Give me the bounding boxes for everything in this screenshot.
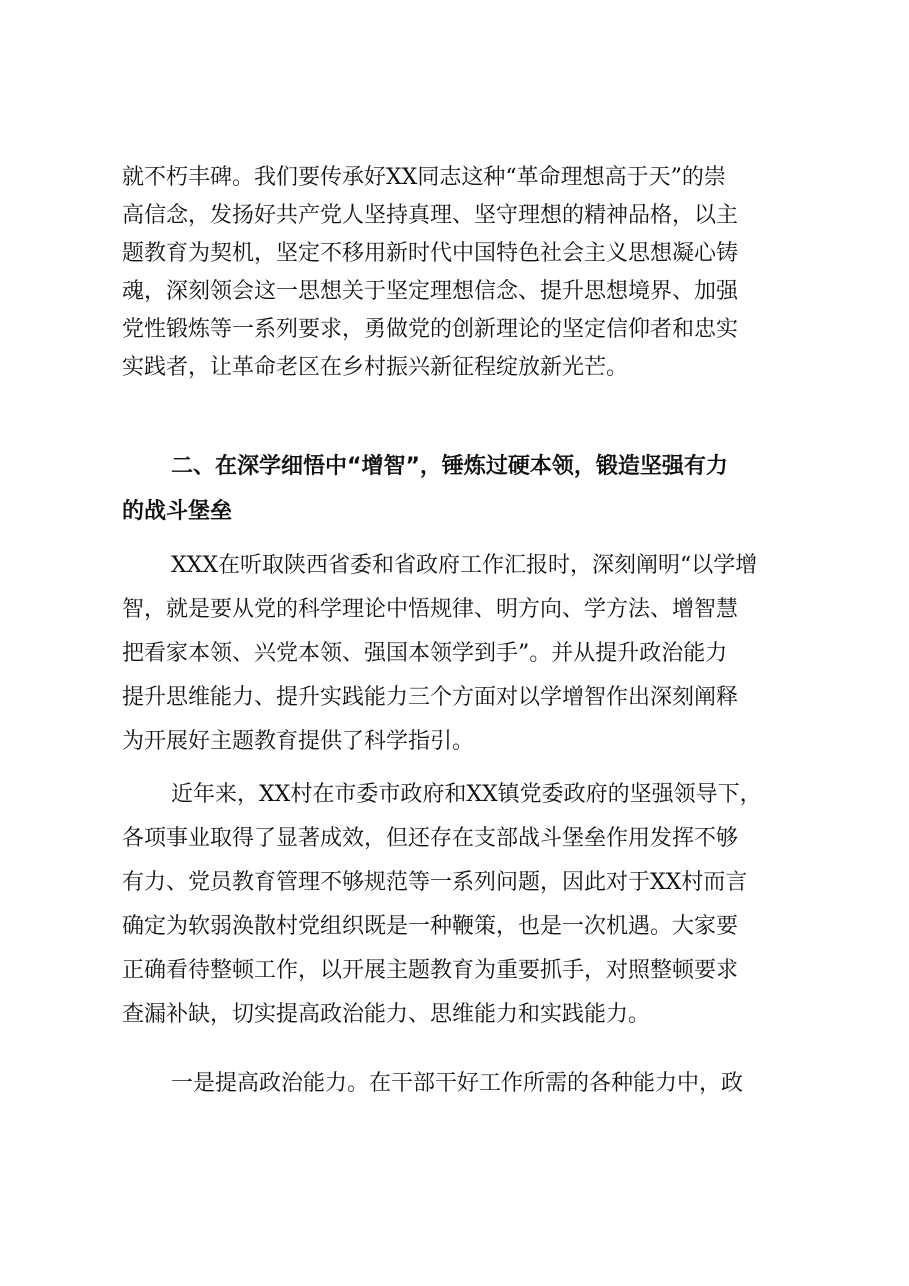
section-heading: 二、在深学细悟中“增智”，锤炼过硬本领，锻造坚强有力 xyxy=(171,454,728,479)
paragraph-line: 把看家本领、兴党本领、强国本领学到手”。并从提升政治能力 xyxy=(122,641,728,666)
paragraph-line: 智，就是要从党的科学理论中悟规律、明方向、学方法、增智慧 xyxy=(122,597,739,622)
paragraph-line: 查漏补缺，切实提高政治能力、思维能力和实践能力。 xyxy=(122,1002,651,1027)
paragraph-line: 一是提高政治能力。在干部干好工作所需的各种能力中，政 xyxy=(171,1071,744,1096)
paragraph-line: 正确看待整顿工作，以开展主题教育为重要抓手，对照整顿要求 xyxy=(122,958,739,983)
paragraph-line: 党性锻炼等一系列要求，勇做党的创新理论的坚定信仰者和忠实 xyxy=(122,317,739,342)
paragraph-line: 题教育为契机，坚定不移用新时代中国特色社会主义思想凝心铸 xyxy=(122,241,739,266)
paragraph-line: 近年来，XX村在市委市政府和XX镇党委政府的坚强领导下， xyxy=(171,782,762,807)
paragraph-line: 各项事业取得了显著成效，但还存在支部战斗堡垒作用发挥不够 xyxy=(122,826,739,851)
paragraph-line: 为开展好主题教育提供了科学指引。 xyxy=(122,729,475,754)
section-heading: 的战斗堡垒 xyxy=(122,499,233,524)
paragraph-line: 确定为软弱涣散村党组织既是一种鞭策，也是一次机遇。大家要 xyxy=(122,914,739,939)
paragraph-line: 实践者，让革命老区在乡村振兴新征程绽放新光芒。 xyxy=(122,355,629,380)
paragraph-line: 提升思维能力、提升实践能力三个方面对以学增智作出深刻阐释 xyxy=(122,685,739,710)
paragraph-line: 魂，深刻领会这一思想关于坚定理想信念、提升思想境界、加强 xyxy=(122,279,739,304)
paragraph-line: 就不朽丰碑。我们要传承好XX同志这种“革命理想高于天”的崇 xyxy=(122,165,726,190)
paragraph-line: 高信念，发扬好共产党人坚持真理、坚守理想的精神品格，以主 xyxy=(122,203,739,228)
paragraph-line: 有力、党员教育管理不够规范等一系列问题，因此对于XX村而言 xyxy=(122,870,748,895)
paragraph-line: XXX在听取陕西省委和省政府工作汇报时，深刻阐明“以学增 xyxy=(171,553,758,578)
